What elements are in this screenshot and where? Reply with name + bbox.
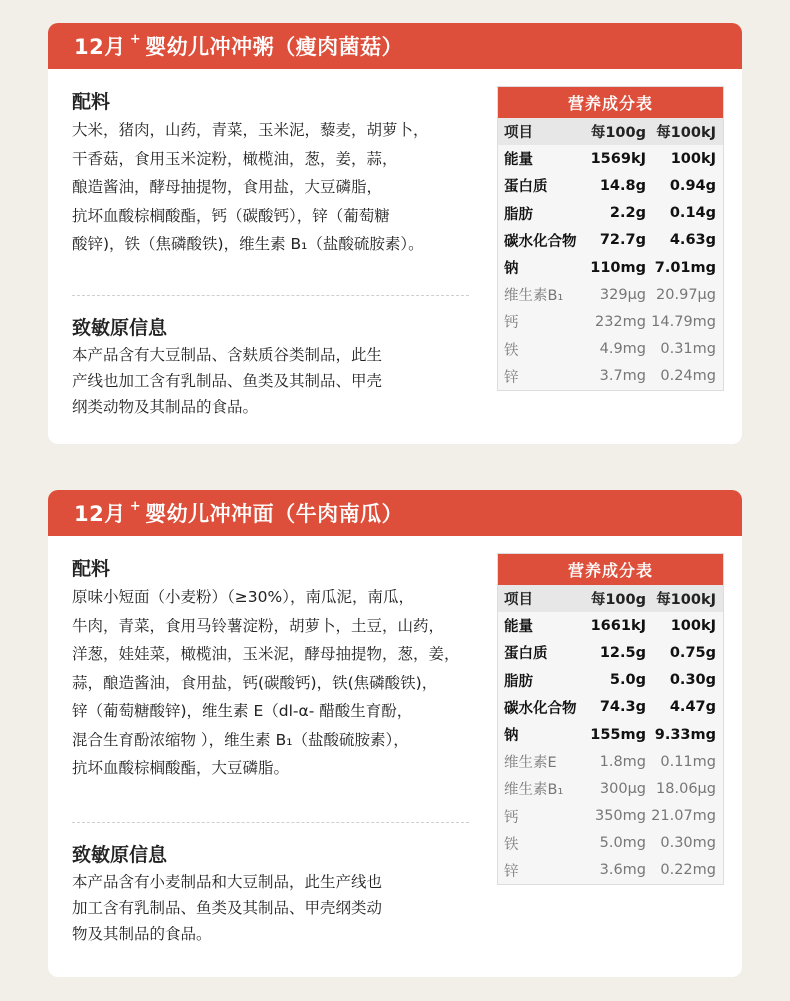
nutrient-name: 脂肪: [504, 673, 533, 690]
nutrition-header-row: [498, 118, 723, 145]
value-per-100g: 350mg: [594, 808, 646, 825]
ingredients-line: 干香菇，食用玉米淀粉，橄榄油，葱，姜，蒜，: [72, 149, 398, 168]
ingredients-text: [72, 116, 472, 259]
nutrition-row: [498, 172, 723, 199]
nutrition-row: [498, 200, 723, 227]
value-per-100kj: 0.11mg: [660, 753, 716, 770]
value-per-100g: 300μg: [599, 780, 646, 797]
ingredients-text: [72, 583, 472, 783]
nutrition-row: [498, 830, 723, 857]
value-per-100kj: 4.47g: [669, 699, 716, 716]
nutrient-name: 钠: [504, 261, 519, 278]
nutrient-name: 锌: [504, 863, 519, 880]
value-per-100g: 12.5g: [599, 644, 646, 661]
value-per-100g: 329μg: [599, 286, 646, 303]
ingredients-line: 洋葱，娃娃菜，橄榄油，玉米泥，酵母抽提物，葱，姜，: [72, 645, 460, 663]
section-divider: [72, 822, 469, 823]
product-title: [48, 23, 742, 69]
nutrition-row: [498, 639, 723, 666]
col-per-100kj: 每100kJ: [656, 592, 716, 609]
value-per-100g: 74.3g: [599, 699, 646, 716]
value-per-100g: 1569kJ: [590, 150, 646, 167]
value-per-100kj: 0.30mg: [660, 835, 716, 852]
value-per-100kj: 100kJ: [670, 617, 716, 634]
nutrition-row: [498, 363, 723, 390]
value-per-100kj: 0.22mg: [660, 862, 716, 879]
nutrition-row: [498, 227, 723, 254]
value-per-100kj: 7.01mg: [654, 259, 716, 276]
nutrient-name: 脂肪: [504, 206, 533, 223]
ingredients-line: 原味小短面（小麦粉）（≥30%），南瓜泥，南瓜，: [72, 588, 414, 606]
ingredients-line: 酿造酱油，酵母抽提物，食用盐，大豆磷脂，: [72, 178, 383, 196]
col-item: 项目: [504, 125, 533, 142]
value-per-100kj: 0.30g: [669, 672, 716, 689]
value-per-100kj: 100kJ: [670, 150, 716, 167]
value-per-100kj: 21.07mg: [651, 808, 716, 825]
nutrition-table-title: 营养成分表: [498, 554, 723, 585]
ingredients-line: 大米，猪肉，山药，青菜，玉米泥，藜麦，胡萝卜，: [72, 121, 429, 139]
nutrient-name: 锌: [504, 369, 519, 386]
nutrition-table: [497, 553, 724, 885]
nutrition-row: [498, 612, 723, 639]
allergen-line: 本产品含有小麦制品和大豆制品，此生产线也: [72, 873, 383, 891]
ingredients-line: 牛肉，青菜，食用马铃薯淀粉，胡萝卜，土豆，山药，: [72, 616, 445, 635]
allergen-line: 本产品含有大豆制品、含麸质谷类制品，此生: [72, 346, 383, 364]
nutrition-row: [498, 721, 723, 748]
value-per-100g: 4.9mg: [599, 341, 646, 358]
nutrition-row: [498, 803, 723, 830]
nutrition-rows: [498, 612, 723, 884]
value-per-100kj: 14.79mg: [651, 313, 716, 330]
ingredients-line: 抗坏血酸棕榈酸酯，大豆磷脂。: [72, 759, 290, 777]
value-per-100g: 1661kJ: [590, 617, 646, 634]
product-title: [48, 490, 742, 536]
nutrient-name: 能量: [504, 619, 533, 636]
nutrition-table-title: 营养成分表: [498, 87, 723, 118]
nutrient-name: 钠: [504, 728, 519, 745]
nutrient-name: 碳水化合物: [504, 233, 577, 250]
title-plus: +: [129, 31, 142, 47]
nutrition-row: [498, 281, 723, 308]
nutrient-name: 钙: [504, 315, 519, 332]
nutrient-name: 维生素E: [504, 755, 557, 772]
nutrient-name: 维生素B₁: [504, 288, 564, 305]
ingredients-title: 配料: [72, 558, 111, 580]
nutrition-row: [498, 667, 723, 694]
title-month: 12月: [74, 35, 126, 59]
col-per-100kj: 每100kJ: [656, 125, 716, 142]
allergen-line: 产线也加工含有乳制品、鱼类及其制品、甲壳: [72, 372, 383, 390]
nutrient-name: 蛋白质: [504, 179, 548, 196]
nutrition-row: [498, 857, 723, 884]
allergen-title: 致敏原信息: [72, 844, 168, 866]
value-per-100g: 110mg: [590, 259, 646, 276]
nutrition-table: [497, 86, 724, 391]
value-per-100g: 1.8mg: [599, 753, 646, 770]
value-per-100kj: 0.14g: [669, 205, 716, 222]
title-month: 12月: [74, 502, 126, 526]
value-per-100g: 14.8g: [599, 177, 646, 194]
value-per-100g: 72.7g: [599, 232, 646, 249]
nutrient-name: 能量: [504, 152, 533, 169]
value-per-100g: 5.0mg: [599, 835, 646, 852]
value-per-100g: 5.0g: [609, 672, 646, 689]
nutrition-rows: [498, 145, 723, 390]
nutrition-row: [498, 775, 723, 802]
value-per-100g: 232mg: [594, 313, 646, 330]
allergen-text: [72, 342, 472, 420]
col-item: 项目: [504, 592, 533, 609]
allergen-line: 加工含有乳制品、鱼类及其制品、甲壳纲类动: [72, 899, 383, 917]
nutrition-header-row: [498, 585, 723, 612]
allergen-section: [72, 843, 472, 947]
value-per-100g: 2.2g: [609, 205, 646, 222]
nutrient-name: 铁: [504, 836, 519, 853]
ingredients-line: 抗坏血酸棕榈酸酯，钙（碳酸钙），锌（葡萄糖: [72, 206, 390, 225]
ingredients-section: [72, 90, 472, 259]
value-per-100kj: 9.33mg: [654, 726, 716, 743]
value-per-100g: 155mg: [590, 726, 646, 743]
nutrition-row: [498, 254, 723, 281]
value-per-100kj: 4.63g: [669, 232, 716, 249]
nutrition-row: [498, 748, 723, 775]
ingredients-line: 混合生育酚浓缩物 ），维生素 B₁（盐酸硫胺素），: [72, 730, 409, 749]
value-per-100kj: 0.24mg: [660, 368, 716, 385]
nutrient-name: 铁: [504, 342, 519, 359]
title-product-name: 婴幼儿冲冲粥（瘦肉菌菇）: [145, 35, 404, 59]
col-per-100g: 每100g: [590, 592, 646, 609]
nutrition-row: [498, 694, 723, 721]
col-per-100g: 每100g: [590, 125, 646, 142]
allergen-title: 致敏原信息: [72, 317, 168, 339]
title-plus: +: [129, 498, 142, 514]
allergen-line: 物及其制品的食品。: [72, 925, 212, 943]
value-per-100kj: 0.94g: [669, 177, 716, 194]
allergen-line: 纲类动物及其制品的食品。: [72, 398, 259, 416]
allergen-section: [72, 316, 472, 420]
nutrition-row: [498, 308, 723, 335]
value-per-100kj: 0.31mg: [660, 341, 716, 358]
ingredients-line: 锌（葡萄糖酸锌)，维生素 E（dl-α- 醋酸生育酚，: [72, 702, 413, 720]
value-per-100kj: 18.06μg: [656, 780, 716, 797]
nutrition-row: [498, 145, 723, 172]
product-card-porridge: [48, 23, 742, 444]
nutrient-name: 钙: [504, 809, 519, 826]
value-per-100kj: 20.97μg: [656, 286, 716, 303]
allergen-text: [72, 869, 472, 947]
nutrient-name: 碳水化合物: [504, 700, 577, 717]
ingredients-line: 酸锌)，铁（焦磷酸铁)，维生素 B₁（盐酸硫胺素）。: [72, 235, 424, 253]
nutrition-row: [498, 336, 723, 363]
product-card-noodle: [48, 490, 742, 977]
ingredients-title: 配料: [72, 91, 111, 113]
nutrient-name: 蛋白质: [504, 646, 548, 663]
ingredients-line: 蒜，酿造酱油，食用盐，钙(碳酸钙)，铁(焦磷酸铁)，: [72, 673, 438, 692]
value-per-100g: 3.6mg: [599, 862, 646, 879]
ingredients-section: [72, 557, 472, 783]
value-per-100kj: 0.75g: [669, 644, 716, 661]
title-product-name: 婴幼儿冲冲面（牛肉南瓜）: [145, 502, 404, 526]
value-per-100g: 3.7mg: [599, 368, 646, 385]
nutrient-name: 维生素B₁: [504, 782, 564, 799]
section-divider: [72, 295, 469, 296]
